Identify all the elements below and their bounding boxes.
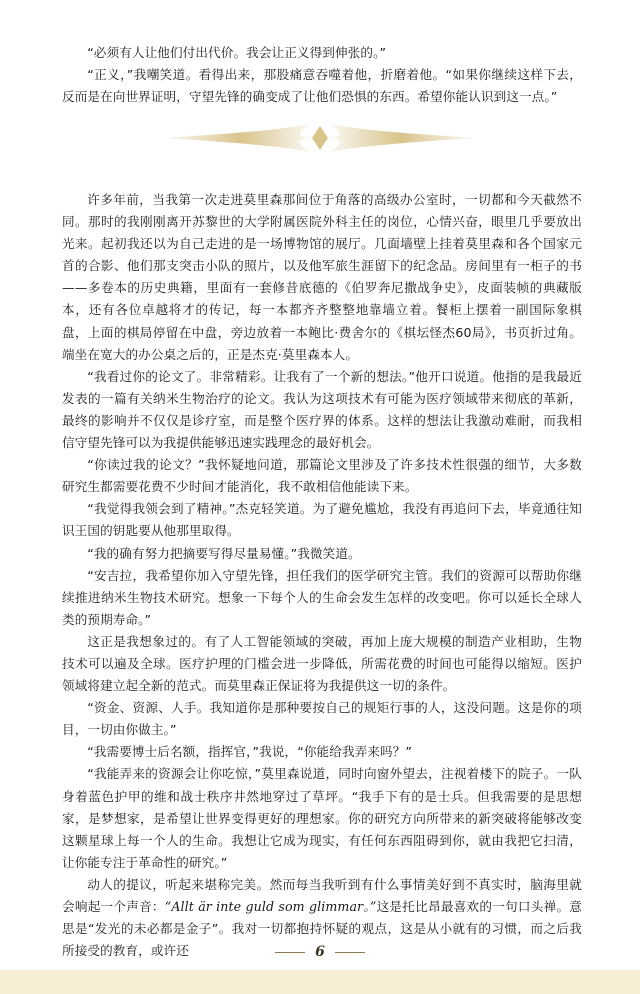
paragraph: “我看过你的论文了。非常精彩。让我有了一个新的想法。”他开口说道。他指的是我最近发表的一篇有关纳米生物治疗的论文。我认为这项技术有可能为医疗领域带来彻底的革新，最终的影响并不仅仅是诊疗室，而是整个医疗界的体系。这样的想法让我激动难耐，而我相信守望先锋可以为我提供能够迅速实践理念的最好机会。: [62, 368, 582, 451]
paragraph-text: 这是托比昂最喜欢的一句口头禅。意思是“发光的未必都是金子”。我对一切都抱持怀疑的观点，这是从小就有的习惯，而之后我所接受的教育，或许还: [62, 899, 582, 959]
ornament-left-flourish: [160, 124, 320, 152]
ornament-center-diamond: [312, 126, 328, 150]
paragraph: “我需要博士后名额，指挥官，”我说，“你能给我弄来吗？”: [87, 744, 413, 760]
page-number-rule-right: [335, 952, 365, 953]
paragraph: “必须有人让他们付出代价。我会让正义得到伸张的。”: [87, 45, 387, 60]
ornament-right-flourish: [320, 124, 480, 152]
paragraph: “安吉拉，我希望你加入守望先锋，担任我们的医学研究主管。我们的资源可以帮助你继续推进纳米生物技术研究。想象一下每个人的生命会发生怎样的改变吧。你可以延长全球人类的预期寿命。”: [62, 567, 582, 627]
main-text-block: [62, 189, 582, 962]
paragraph: “我的确有努力把摘要写得尽量易懂。”我微笑道。: [87, 545, 361, 561]
top-text-block: [62, 42, 582, 108]
page-footer: [0, 941, 640, 963]
swedish-quote: “Allt är inte guld som glimmar。”: [164, 899, 377, 914]
paragraph: “我觉得我领会到了精神。”杰克轻笑道。为了避免尴尬，我没有再追问下去，毕竟通往知识王国的钥匙要从他那里取得。: [62, 501, 582, 539]
section-divider-ornament: [150, 120, 490, 156]
paragraph: “资金、资源、人手。我知道你是那种要按自己的规矩行事的人，这没问题。这是你的项目，一切由你做主。”: [62, 700, 582, 738]
page-number-rule-left: [275, 952, 305, 953]
paragraph: “我能弄来的资源会让你吃惊，”莫里森说道，同时向窗外望去，注视着楼下的院子。一队身着蓝色护甲的维和战士秩序井然地穿过了草坪。“我手下有的是士兵。但我需要的是思想家，是梦想家，是希望让世界变得更好的理想家。你的研究方向所带来的新突破将能够改变这颗星球上每一个人的生命。我想让它成为现实，有任何东西阻碍到你，就由我把它扫清，让你能专注于革命性的研究。”: [62, 766, 582, 870]
paragraph: “正义，”我嘲笑道。看得出来，那股痛意吞噬着他，折磨着他。“如果你继续这样下去，反而是在向世界证明，守望先锋的确变成了让他们恐惧的东西。希望你能认识到这一点。”: [62, 67, 582, 105]
footer-band: [0, 970, 640, 994]
paragraph-text: 动人的提议，听起来堪称完美。然而每当我听到有什么事情美好到不真实时，脑海里就会响起一个声音：: [62, 876, 582, 914]
paragraph: 这正是我想象过的。有了人工智能领域的突破，再加上庞大规模的制造产业相助，生物技术可以遍及全球。医疗护理的门槛会进一步降低，所需花费的时间也可能得以缩短。医护领域将建立起全新的范式。而莫里森正保证将为我提供这一切的条件。: [62, 633, 582, 694]
paragraph: “你读过我的论文？”我怀疑地问道，那篇论文里涉及了许多技术性很强的细节，大多数研究生都需要花费不少时间才能消化，我不敢相信他能读下来。: [62, 457, 582, 495]
paragraph: 许多年前，当我第一次走进莫里森那间位于角落的高级办公室时，一切都和今天截然不同。那时的我刚刚离开苏黎世的大学附属医院外科主任的岗位，心情兴奋，眼里几乎要放出光来。起初我还以为自己走进的是一场博物馆的展厅。几面墙壁上挂着莫里森和各个国家元首的合影、他们那支突击小队的照片，以及他军旅生涯留下的纪念品。房间里有一柜子的书——多卷本的历史典籍，里面有一套修昔底德的《伯罗奔尼撒战争史》，皮面装帧的典藏版本，还有各位卓越将才的传记，每一本都齐齐整整地靠墙立着。餐柜上摆着一副国际象棋盘，上面的棋局停留在中盘，旁边放着一本鲍比·费舍尔的《棋坛怪杰60局》，书页折过角。端坐在宽大的办公桌之后的，正是杰克·莫里森本人。: [62, 192, 582, 362]
page-number: 6: [315, 944, 325, 960]
